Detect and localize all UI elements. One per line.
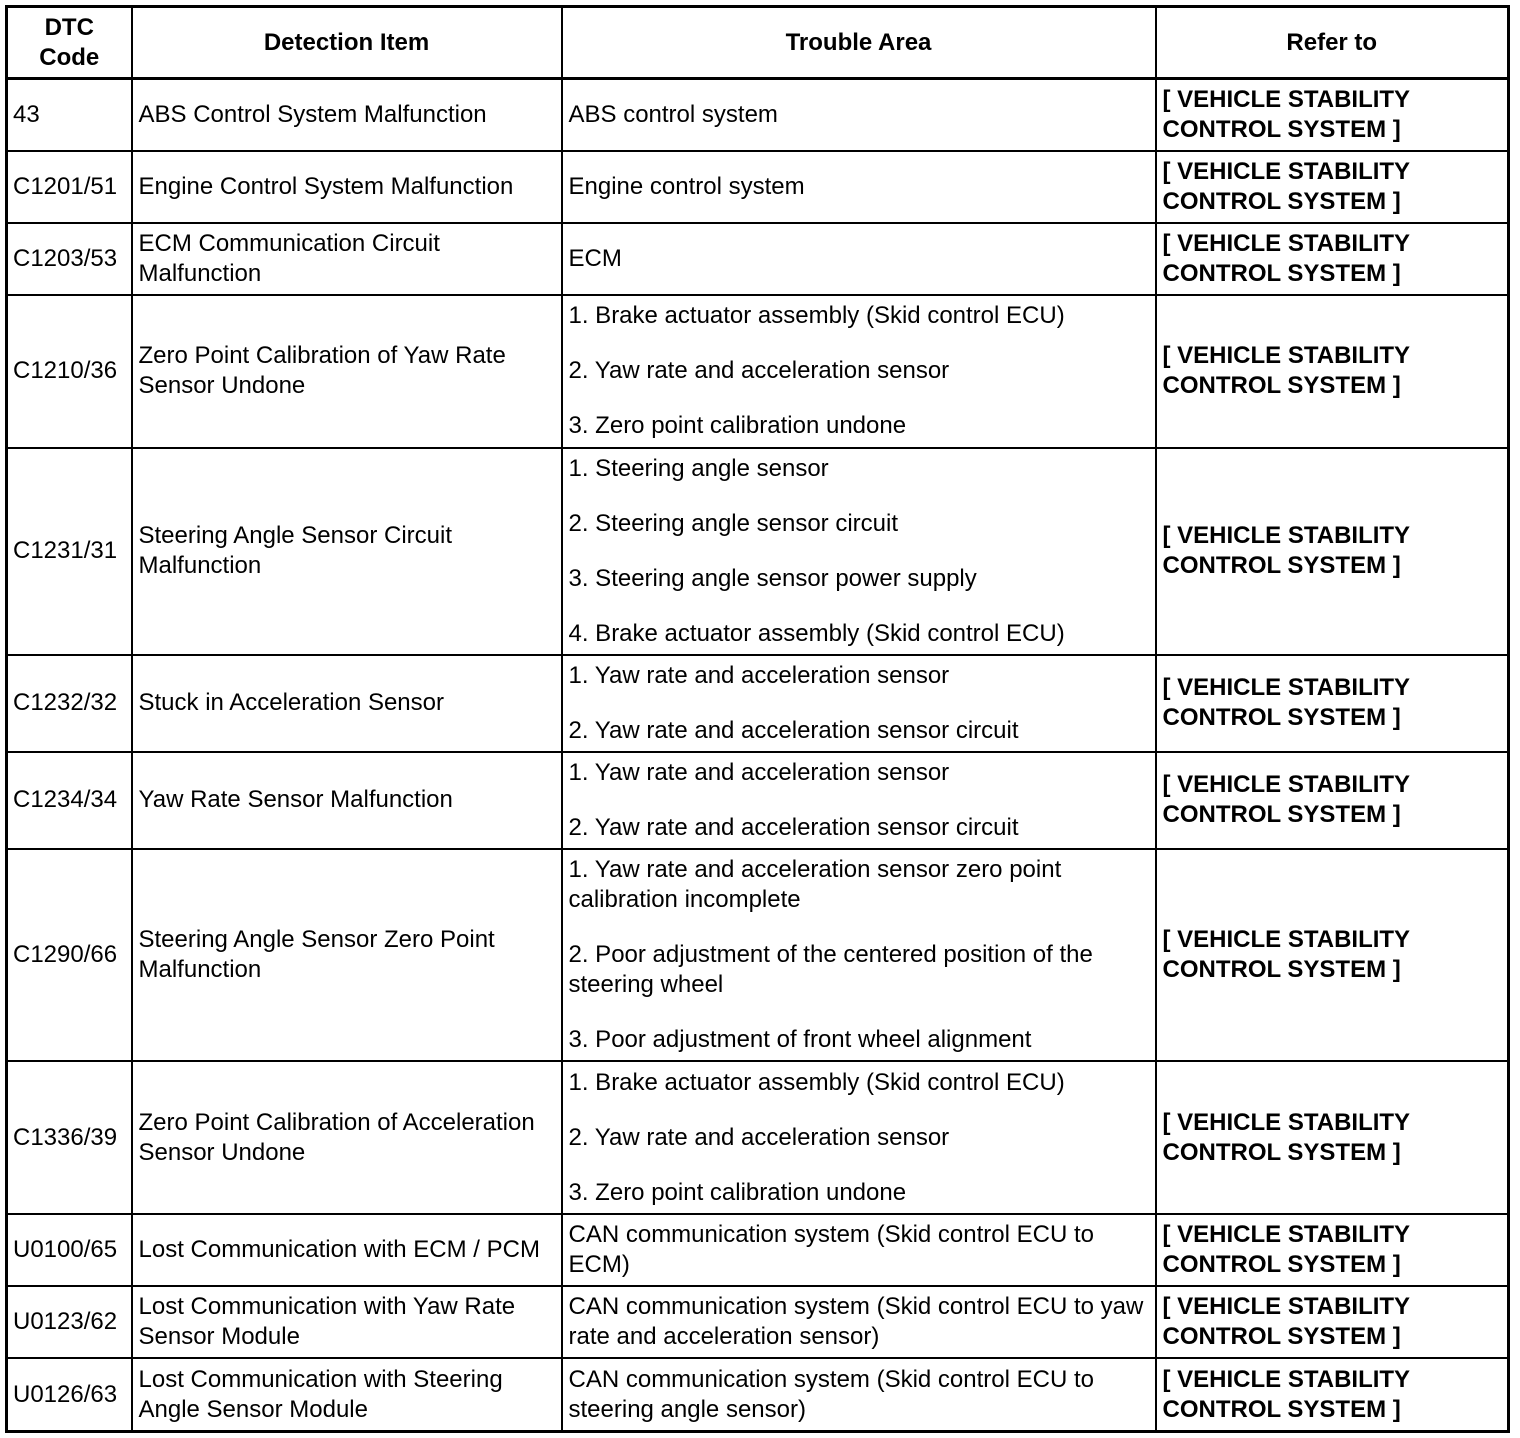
- trouble-area-cell: [562, 752, 1156, 849]
- trouble-area-list: [569, 1068, 1149, 1208]
- trouble-area-cell: [562, 849, 1156, 1061]
- trouble-area-cell: [562, 1061, 1156, 1214]
- refer-to-cell: [ VEHICLE STABILITY CONTROL SYSTEM ]: [1156, 752, 1509, 849]
- dtc-code-cell: C1234/34: [7, 752, 132, 849]
- refer-to-cell: [ VEHICLE STABILITY CONTROL SYSTEM ]: [1156, 79, 1509, 151]
- table-header: [7, 7, 1509, 79]
- dtc-code-cell: C1232/32: [7, 655, 132, 752]
- refer-to-cell: [ VEHICLE STABILITY CONTROL SYSTEM ]: [1156, 655, 1509, 752]
- trouble-area-item: 3. Zero point calibration undone: [568, 412, 907, 440]
- trouble-area-item: 2. Yaw rate and acceleration sensor: [568, 357, 950, 385]
- trouble-area-list: [569, 454, 1149, 649]
- table-row: [7, 1214, 1509, 1286]
- trouble-area-item: 1. Yaw rate and acceleration sensor zero point calibration incomplete: [568, 856, 1062, 914]
- trouble-area-item: 1. Brake actuator assembly (Skid control ECU): [568, 1068, 1065, 1096]
- trouble-area-item: 4. Brake actuator assembly (Skid control ECU): [568, 619, 1065, 647]
- trouble-area-item: 3. Poor adjustment of front wheel alignment: [568, 1026, 1032, 1054]
- table-row: [7, 849, 1509, 1061]
- detection-item-cell: Steering Angle Sensor Zero Point Malfunction: [132, 849, 562, 1061]
- trouble-area-list: [569, 758, 1149, 843]
- header-detection-item: Detection Item: [132, 7, 562, 79]
- refer-to-cell: [ VEHICLE STABILITY CONTROL SYSTEM ]: [1156, 223, 1509, 295]
- trouble-area-list: [569, 1220, 1149, 1280]
- trouble-area-item: 2. Steering angle sensor circuit: [568, 509, 899, 537]
- trouble-area-cell: [562, 223, 1156, 295]
- refer-to-cell: [ VEHICLE STABILITY CONTROL SYSTEM ]: [1156, 849, 1509, 1061]
- dtc-code-cell: C1290/66: [7, 849, 132, 1061]
- trouble-area-cell: [562, 655, 1156, 752]
- dtc-code-cell: U0126/63: [7, 1358, 132, 1431]
- table-row: [7, 151, 1509, 223]
- header-refer-to: Refer to: [1156, 7, 1509, 79]
- trouble-area-list: [569, 661, 1149, 746]
- refer-to-cell: [ VEHICLE STABILITY CONTROL SYSTEM ]: [1156, 448, 1509, 655]
- trouble-area-item: Engine control system: [568, 172, 805, 200]
- dtc-code-cell: C1201/51: [7, 151, 132, 223]
- table-row: [7, 295, 1509, 448]
- trouble-area-cell: [562, 295, 1156, 448]
- dtc-code-cell: C1203/53: [7, 223, 132, 295]
- trouble-area-item: CAN communication system (Skid control ECU to ECM): [568, 1221, 1094, 1279]
- trouble-area-item: 3. Zero point calibration undone: [568, 1178, 907, 1206]
- dtc-code-cell: C1210/36: [7, 295, 132, 448]
- dtc-code-cell: 43: [7, 79, 132, 151]
- table-row: [7, 223, 1509, 295]
- detection-item-cell: Zero Point Calibration of Yaw Rate Sensor Undone: [132, 295, 562, 448]
- table-row: [7, 752, 1509, 849]
- dtc-code-cell: U0100/65: [7, 1214, 132, 1286]
- detection-item-cell: Lost Communication with Steering Angle Sensor Module: [132, 1358, 562, 1431]
- refer-to-cell: [ VEHICLE STABILITY CONTROL SYSTEM ]: [1156, 1358, 1509, 1431]
- trouble-area-item: 1. Yaw rate and acceleration sensor: [568, 758, 950, 786]
- trouble-area-list: [569, 1292, 1149, 1352]
- table-body: [7, 79, 1509, 1432]
- detection-item-cell: Engine Control System Malfunction: [132, 151, 562, 223]
- trouble-area-cell: [562, 1286, 1156, 1358]
- dtc-code-cell: C1231/31: [7, 448, 132, 655]
- table-row: [7, 1358, 1509, 1431]
- refer-to-cell: [ VEHICLE STABILITY CONTROL SYSTEM ]: [1156, 295, 1509, 448]
- refer-to-cell: [ VEHICLE STABILITY CONTROL SYSTEM ]: [1156, 1286, 1509, 1358]
- dtc-table: [5, 5, 1510, 1433]
- refer-to-cell: [ VEHICLE STABILITY CONTROL SYSTEM ]: [1156, 1061, 1509, 1214]
- trouble-area-list: [569, 244, 1149, 274]
- detection-item-cell: Lost Communication with Yaw Rate Sensor Module: [132, 1286, 562, 1358]
- header-dtc-code-line1: DTC: [44, 13, 94, 41]
- header-trouble-area: Trouble Area: [562, 7, 1156, 79]
- refer-to-cell: [ VEHICLE STABILITY CONTROL SYSTEM ]: [1156, 151, 1509, 223]
- trouble-area-list: [569, 855, 1149, 1055]
- table-row: [7, 448, 1509, 655]
- table-row: [7, 79, 1509, 151]
- dtc-code-cell: C1336/39: [7, 1061, 132, 1214]
- detection-item-cell: Lost Communication with ECM / PCM: [132, 1214, 562, 1286]
- trouble-area-cell: [562, 151, 1156, 223]
- trouble-area-item: ABS control system: [568, 100, 778, 128]
- trouble-area-item: 2. Yaw rate and acceleration sensor: [568, 1123, 950, 1151]
- table-row: [7, 655, 1509, 752]
- trouble-area-cell: [562, 79, 1156, 151]
- trouble-area-cell: [562, 1214, 1156, 1286]
- header-dtc-code-line2: Code: [39, 43, 100, 71]
- trouble-area-item: ECM: [568, 244, 622, 272]
- header-dtc-code: [7, 7, 132, 79]
- trouble-area-list: [569, 301, 1149, 441]
- trouble-area-item: 2. Poor adjustment of the centered position of the steering wheel: [568, 941, 1093, 999]
- detection-item-cell: ECM Communication Circuit Malfunction: [132, 223, 562, 295]
- refer-to-cell: [ VEHICLE STABILITY CONTROL SYSTEM ]: [1156, 1214, 1509, 1286]
- trouble-area-list: [569, 1365, 1149, 1425]
- table-row: [7, 1061, 1509, 1214]
- detection-item-cell: Zero Point Calibration of Acceleration Sensor Undone: [132, 1061, 562, 1214]
- trouble-area-cell: [562, 448, 1156, 655]
- trouble-area-item: 1. Yaw rate and acceleration sensor: [568, 661, 950, 689]
- dtc-code-cell: U0123/62: [7, 1286, 132, 1358]
- trouble-area-item: 1. Steering angle sensor: [568, 454, 829, 482]
- trouble-area-list: [569, 172, 1149, 202]
- trouble-area-item: 1. Brake actuator assembly (Skid control ECU): [568, 302, 1065, 330]
- trouble-area-cell: [562, 1358, 1156, 1431]
- detection-item-cell: ABS Control System Malfunction: [132, 79, 562, 151]
- trouble-area-item: 3. Steering angle sensor power supply: [568, 564, 977, 592]
- header-row: [7, 7, 1509, 79]
- table-row: [7, 1286, 1509, 1358]
- trouble-area-item: 2. Yaw rate and acceleration sensor circuit: [568, 716, 1019, 744]
- trouble-area-item: CAN communication system (Skid control ECU to yaw rate and acceleration sensor): [568, 1293, 1144, 1351]
- detection-item-cell: Yaw Rate Sensor Malfunction: [132, 752, 562, 849]
- detection-item-cell: Steering Angle Sensor Circuit Malfunction: [132, 448, 562, 655]
- trouble-area-item: 2. Yaw rate and acceleration sensor circuit: [568, 813, 1019, 841]
- trouble-area-list: [569, 100, 1149, 130]
- trouble-area-item: CAN communication system (Skid control ECU to steering angle sensor): [568, 1365, 1094, 1423]
- detection-item-cell: Stuck in Acceleration Sensor: [132, 655, 562, 752]
